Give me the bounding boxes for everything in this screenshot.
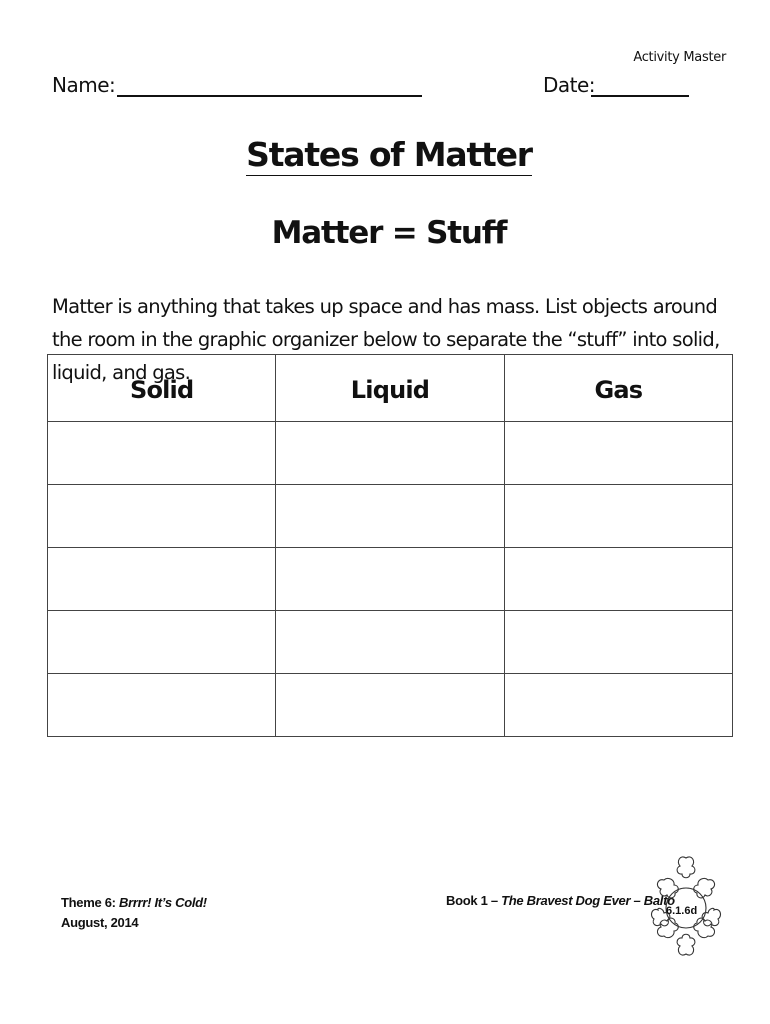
table-cell-liquid[interactable]	[276, 674, 504, 737]
table-row	[48, 548, 733, 611]
table-cell-gas[interactable]	[504, 611, 732, 674]
column-header-liquid: Liquid	[276, 355, 504, 422]
table-cell-solid[interactable]	[48, 422, 276, 485]
name-blank-line[interactable]	[117, 95, 422, 97]
page-title: States of Matter	[246, 135, 532, 174]
footer-theme-prefix: Theme 6:	[61, 895, 116, 910]
table-cell-liquid[interactable]	[276, 548, 504, 611]
footer-book-title: The Bravest Dog Ever – Balto	[501, 893, 675, 908]
table-row	[48, 611, 733, 674]
footer-date: August, 2014	[61, 915, 139, 930]
page-subtitle: Matter = Stuff	[271, 215, 507, 251]
graphic-organizer-table	[47, 354, 733, 737]
table-cell-solid[interactable]	[48, 674, 276, 737]
footer-book-prefix: Book 1 –	[446, 893, 498, 908]
table-cell-liquid[interactable]	[276, 611, 504, 674]
table-cell-solid[interactable]	[48, 548, 276, 611]
footer-theme-line	[61, 893, 207, 913]
table-cell-gas[interactable]	[504, 548, 732, 611]
table-cell-liquid[interactable]	[276, 422, 504, 485]
table-cell-gas[interactable]	[504, 674, 732, 737]
date-label: Date:	[543, 73, 596, 97]
table-header-row	[48, 355, 733, 422]
table-row	[48, 422, 733, 485]
activity-master-label: Activity Master	[633, 50, 726, 65]
table-cell-gas[interactable]	[504, 485, 732, 548]
table-cell-liquid[interactable]	[276, 485, 504, 548]
table-row	[48, 674, 733, 737]
instructions-text: Matter is anything that takes up space and has mass. List objects around the room in the graphic organizer below to separate the “stuff” into solid, liquid, and gas.	[52, 295, 720, 384]
footer-theme-info	[61, 893, 207, 933]
activity-code: 6.1.6d	[666, 905, 698, 917]
table-cell-gas[interactable]	[504, 422, 732, 485]
table-cell-solid[interactable]	[48, 485, 276, 548]
table-cell-solid[interactable]	[48, 611, 276, 674]
footer-book-info	[446, 893, 675, 908]
column-header-gas: Gas	[504, 355, 732, 422]
table-row	[48, 485, 733, 548]
page-title-wrapper	[0, 135, 770, 176]
footer-theme-title: Brrrr! It’s Cold!	[118, 895, 207, 910]
column-header-solid: Solid	[48, 355, 276, 422]
date-blank-line[interactable]	[591, 95, 689, 97]
name-label: Name:	[52, 73, 116, 97]
